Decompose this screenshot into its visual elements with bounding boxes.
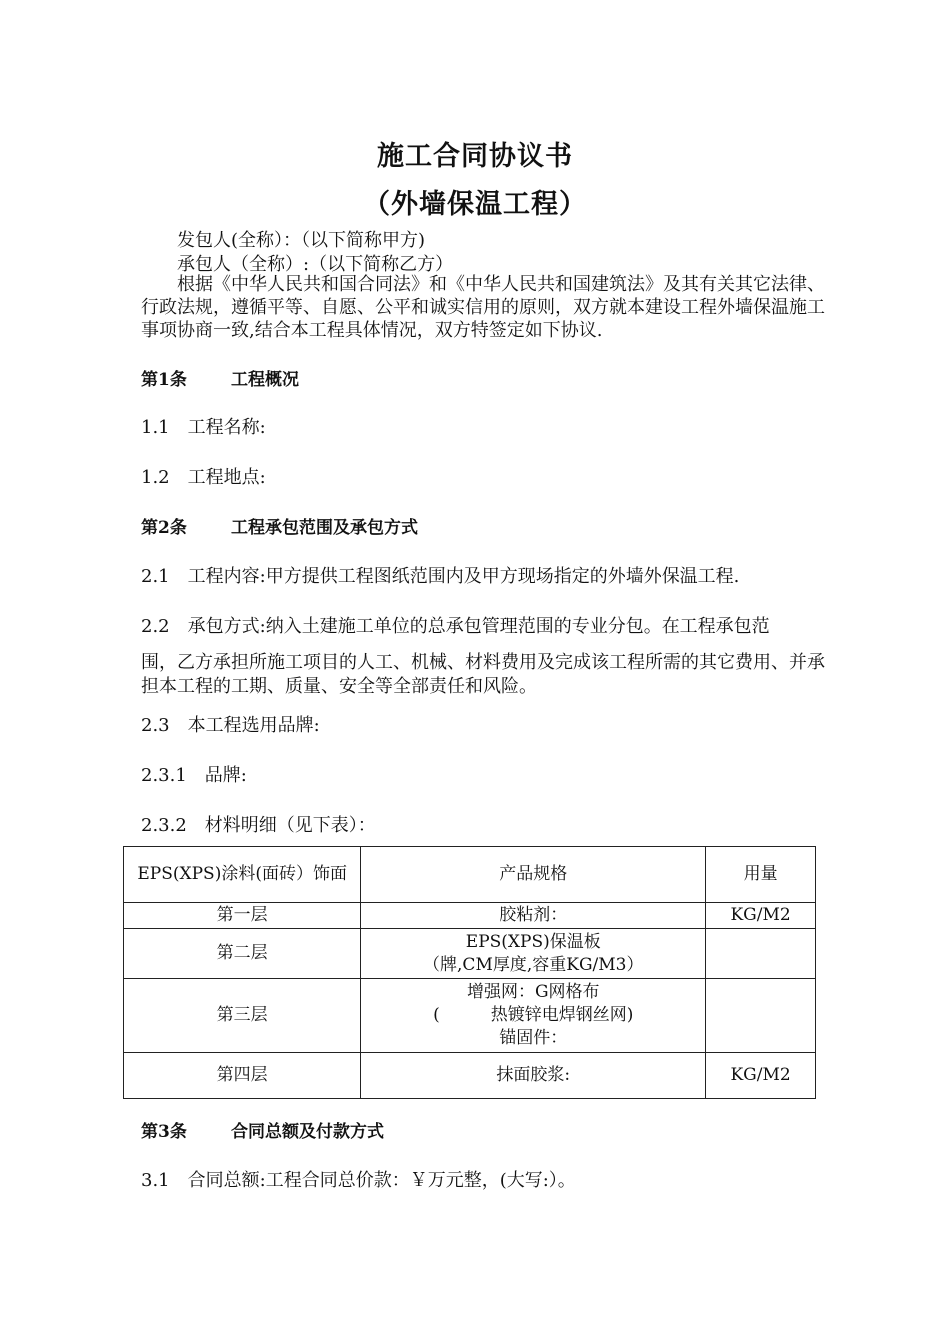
spec-line: ( 热镀锌电焊钢丝网) [433,1005,634,1025]
materials-table [123,846,816,1099]
table-row [124,1053,816,1099]
section-2-number: 第2条 [141,518,187,538]
row-qty: KG/M2 [706,1053,816,1099]
section-1-title: 工程概况 [231,370,299,390]
employer-line: 发包人(全称）：（以下简称甲方) [177,230,426,251]
preamble-paragraph: 根据《中华人民共和国合同法》和《中华人民共和国建筑法》及其有关其它法律、行政法规，遵循平等、自愿、公平和诚实信用的原则，双方就本建设工程外墙保温施工事项协商一致,结合本工程具体情况，双方特签定如下协议. [141,274,825,341]
header-layer: EPS(XPS)涂料(面砖）饰面 [124,847,361,903]
contractor-line: 承包人（全称）:（以下简称乙方） [177,254,454,275]
table-row [124,979,816,1053]
section-3-title: 合同总额及付款方式 [231,1122,384,1142]
row-layer: 第四层 [124,1053,361,1099]
section-1-heading [141,365,299,390]
header-spec: 产品规格 [361,847,706,903]
row-qty: KG/M2 [706,903,816,929]
clause-2-2-first-line: 2.2 承包方式:纳入土建施工单位的总承包管理范围的专业分包。在工程承包范 [141,616,770,637]
row-layer: 第三层 [124,979,361,1053]
spec-line: EPS(XPS)保温板 [465,931,601,952]
clause-2-1: 2.1 工程内容:甲方提供工程图纸范围内及甲方现场指定的外墙外保温工程. [141,566,740,587]
clause-1-2: 1.2 工程地点: [141,467,266,488]
header-qty: 用量 [706,847,816,903]
row-spec [361,979,706,1053]
section-2-heading [141,513,418,538]
section-3-number: 第3条 [141,1122,187,1142]
row-qty [706,929,816,979]
section-2-title: 工程承包范围及承包方式 [231,518,418,538]
clause-2-3-1: 2.3.1 品牌: [141,765,247,786]
clause-2-3-2: 2.3.2 材料明细（见下表）： [141,815,376,836]
document-title: 施工合同协议书 [377,141,573,172]
row-layer: 第二层 [124,929,361,979]
clause-3-1: 3.1 合同总额:工程合同总价款：￥万元整，(大写:）。 [141,1170,576,1191]
row-layer: 第一层 [124,903,361,929]
spec-line: 锚固件： [499,1028,568,1048]
clause-1-1: 1.1 工程名称: [141,417,266,438]
spec-line: 抹面胶浆: [496,1065,571,1085]
spec-line: 增强网：G网格布 [466,982,600,1002]
document-subtitle: （外墙保温工程） [363,189,587,220]
spec-line: 胶粘剂： [499,905,568,925]
row-spec [361,1053,706,1099]
table-row [124,929,816,979]
clause-2-2-continuation: 围，乙方承担所施工项目的人工、机械、材料费用及完成该工程所需的其它费用、并承担本工程的工期、质量、安全等全部责任和风险。 [141,652,825,697]
table-header-row [124,847,816,903]
section-3-heading [141,1117,384,1142]
row-spec [361,903,706,929]
section-1-number: 第1条 [141,370,187,390]
row-qty [706,979,816,1053]
clause-2-3: 2.3 本工程选用品牌: [141,715,320,736]
spec-line: （牌,CM厚度,容重KG/M3） [423,954,644,975]
row-spec [361,929,706,979]
table-row [124,903,816,929]
